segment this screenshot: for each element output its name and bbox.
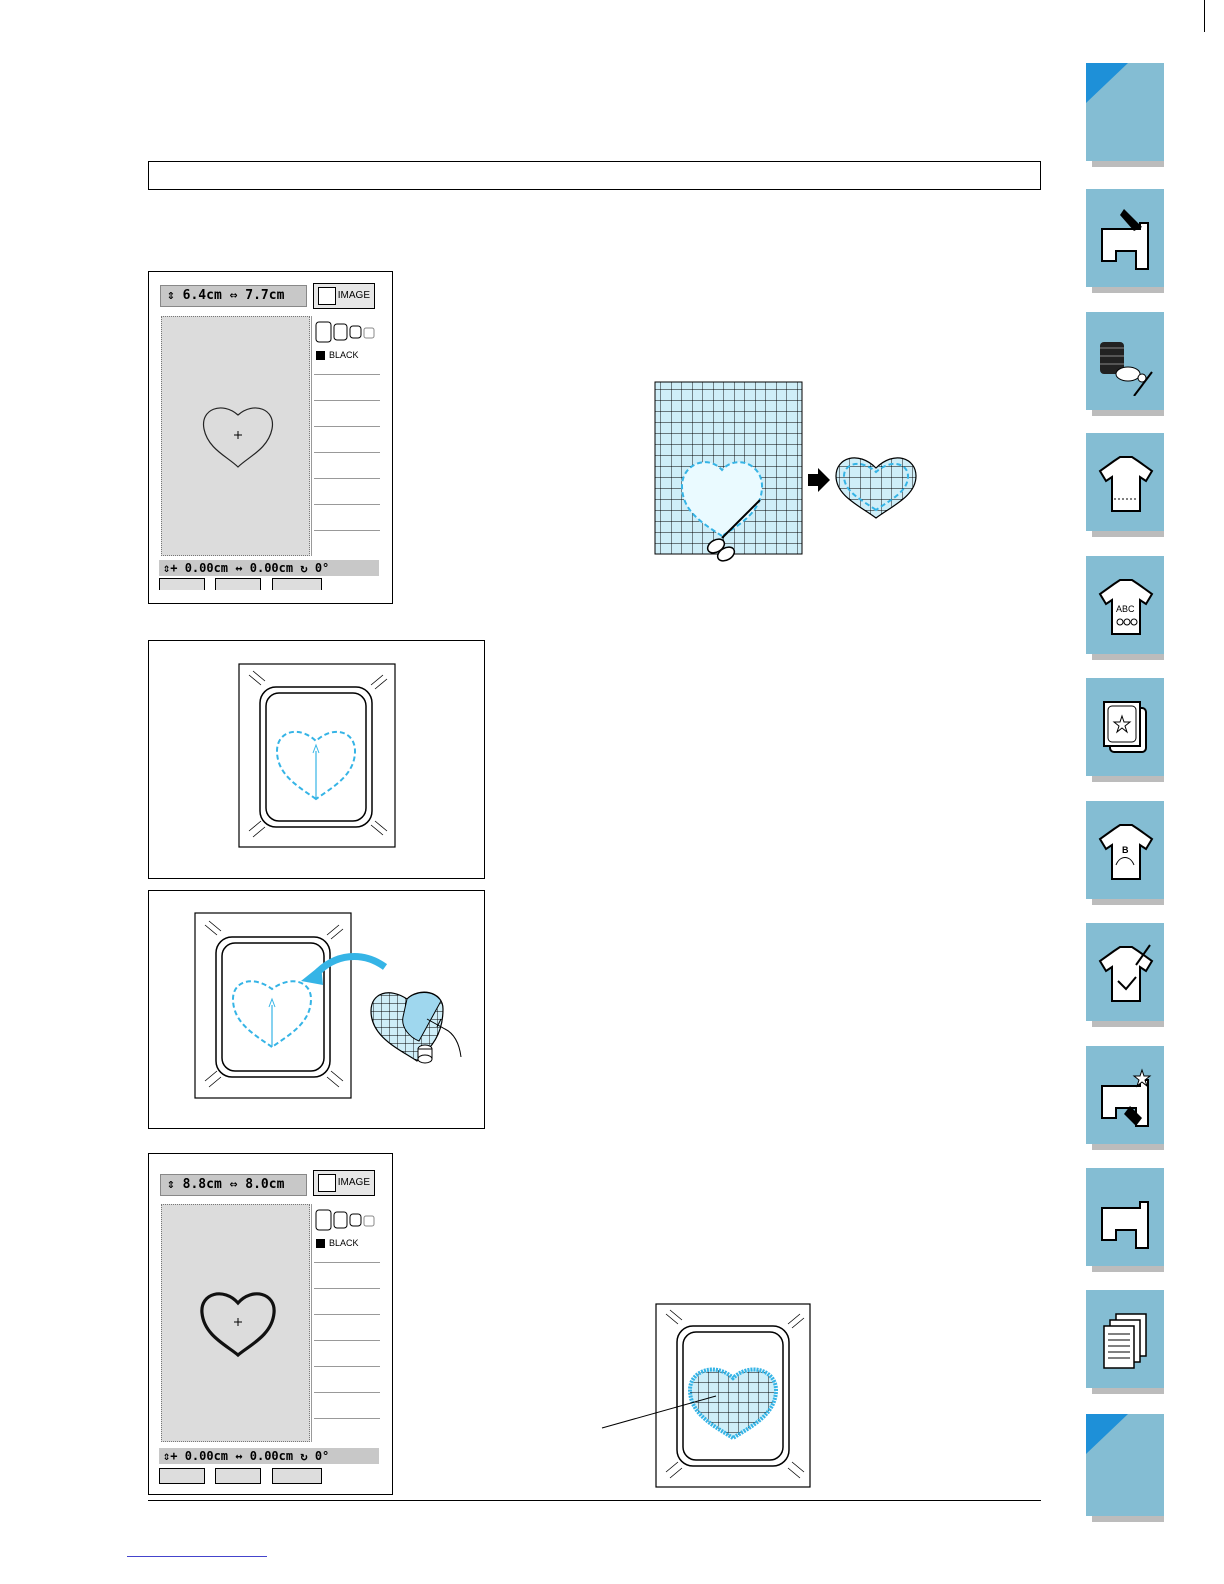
- position-readout: [159, 560, 379, 576]
- side-tab-appendix[interactable]: [1086, 1290, 1164, 1388]
- thread-swatch: [316, 351, 325, 360]
- rotate-icon: ↻: [300, 1449, 308, 1463]
- thread-spools-scissors-icon: [1096, 326, 1156, 396]
- height-icon: ⇕: [167, 1177, 175, 1192]
- hoop-patch-drawing: [149, 891, 486, 1130]
- thread-color-entry[interactable]: [316, 1238, 359, 1248]
- horizontal-offset: 0.00cm: [249, 1449, 294, 1463]
- side-tab-bottom-marker[interactable]: [1086, 1414, 1164, 1516]
- documents-icon: [1096, 1304, 1156, 1374]
- rotation-value: 0°: [314, 561, 330, 575]
- vertical-offset: 0.00cm: [184, 561, 229, 575]
- frame-size-icon: [314, 1206, 382, 1236]
- side-tab-basics[interactable]: [1086, 312, 1164, 410]
- embroidery-frame-star-icon: [1096, 692, 1156, 762]
- lcd-button-row: [159, 1468, 379, 1484]
- embroidery-preview-area: [161, 1204, 310, 1442]
- lcd-button[interactable]: [272, 1468, 322, 1484]
- height-icon: ⇕: [167, 288, 175, 303]
- section-header-bar: [148, 161, 1041, 190]
- vertical-move-icon: ⇕+: [163, 561, 178, 575]
- side-tab-machine[interactable]: [1086, 1168, 1164, 1266]
- image-button[interactable]: [313, 283, 375, 309]
- horizontal-move-icon: ↔: [235, 1449, 243, 1463]
- svg-text:ABC: ABC: [1116, 604, 1135, 614]
- lcd-button[interactable]: [272, 578, 322, 590]
- rotation-value: 0°: [314, 1449, 330, 1463]
- footer-rule: [148, 1500, 1041, 1501]
- size-readout: [160, 1174, 307, 1196]
- vertical-move-icon: ⇕+: [163, 1449, 178, 1463]
- hoop-figure-place-patch: [148, 890, 485, 1129]
- image-button-label: IMAGE: [337, 1177, 370, 1188]
- sewing-machine-icon: [1096, 1182, 1156, 1252]
- thread-color-panel: [311, 316, 379, 556]
- image-preview-icon: [318, 1174, 336, 1192]
- thread-swatch: [316, 1239, 325, 1248]
- side-tab-maintenance[interactable]: [1086, 1046, 1164, 1144]
- image-button[interactable]: [313, 1170, 375, 1196]
- hoop-drawing: [149, 641, 486, 880]
- arrow-right-icon: [808, 468, 830, 492]
- shirt-needle-icon: [1096, 937, 1156, 1007]
- shirt-edit-icon: [1096, 815, 1156, 885]
- side-tab-top-marker[interactable]: [1086, 63, 1164, 161]
- lcd-screen-after: [148, 1153, 393, 1495]
- svg-text:B: B: [1122, 845, 1129, 855]
- image-preview-icon: [318, 287, 336, 305]
- heart-satin-drawing: [162, 1205, 311, 1443]
- width-value: 7.7cm: [245, 288, 285, 303]
- thread-color-entry[interactable]: [316, 350, 359, 360]
- width-value: 8.0cm: [245, 1177, 285, 1192]
- height-value: 6.4cm: [182, 288, 222, 303]
- lcd-button[interactable]: [159, 578, 205, 590]
- footer-link-underline[interactable]: [127, 1556, 267, 1557]
- size-readout: [160, 285, 307, 307]
- embroidery-preview-area: [161, 316, 310, 556]
- side-tab-embroidery[interactable]: [1086, 678, 1164, 776]
- frame-size-icon: [314, 318, 382, 348]
- horizontal-offset: 0.00cm: [249, 561, 294, 575]
- rotate-icon: ↻: [300, 561, 308, 575]
- hoop-figure-stitched-outline: [148, 640, 485, 879]
- shirt-abc-embroidery-icon: [1096, 570, 1156, 640]
- sewing-machine-hand-icon: [1096, 203, 1156, 273]
- thread-color-name: BLACK: [329, 350, 359, 360]
- finished-applique-illustration: [598, 1302, 814, 1490]
- side-tab-sewing[interactable]: [1086, 433, 1164, 531]
- position-readout: [159, 1448, 379, 1464]
- horizontal-move-icon: ↔: [235, 561, 243, 575]
- heart-outline-drawing: [162, 317, 311, 557]
- side-tab-character-stitches[interactable]: [1086, 556, 1164, 654]
- cut-fabric-illustration: [650, 378, 930, 568]
- width-icon: ⇔: [229, 1177, 238, 1192]
- page-edge-rule: [1204, 0, 1205, 32]
- width-icon: ⇔: [229, 288, 238, 303]
- lcd-button[interactable]: [215, 578, 261, 590]
- height-value: 8.8cm: [182, 1177, 222, 1192]
- corner-marker-icon: [1086, 1414, 1164, 1516]
- corner-marker-icon: [1086, 63, 1164, 161]
- side-tab-getting-ready[interactable]: [1086, 189, 1164, 287]
- machine-maintenance-icon: [1096, 1060, 1156, 1130]
- side-tab-embroidery-edit[interactable]: [1086, 801, 1164, 899]
- thread-color-panel: [311, 1204, 379, 1442]
- shirt-icon: [1096, 447, 1156, 517]
- lcd-screen-before: [148, 271, 393, 604]
- thread-color-name: BLACK: [329, 1238, 359, 1248]
- lcd-button[interactable]: [159, 1468, 205, 1484]
- vertical-offset: 0.00cm: [184, 1449, 229, 1463]
- lcd-button-row: [159, 578, 379, 590]
- lcd-button[interactable]: [215, 1468, 261, 1484]
- side-tab-my-custom-stitch[interactable]: [1086, 923, 1164, 1021]
- image-button-label: IMAGE: [337, 290, 370, 301]
